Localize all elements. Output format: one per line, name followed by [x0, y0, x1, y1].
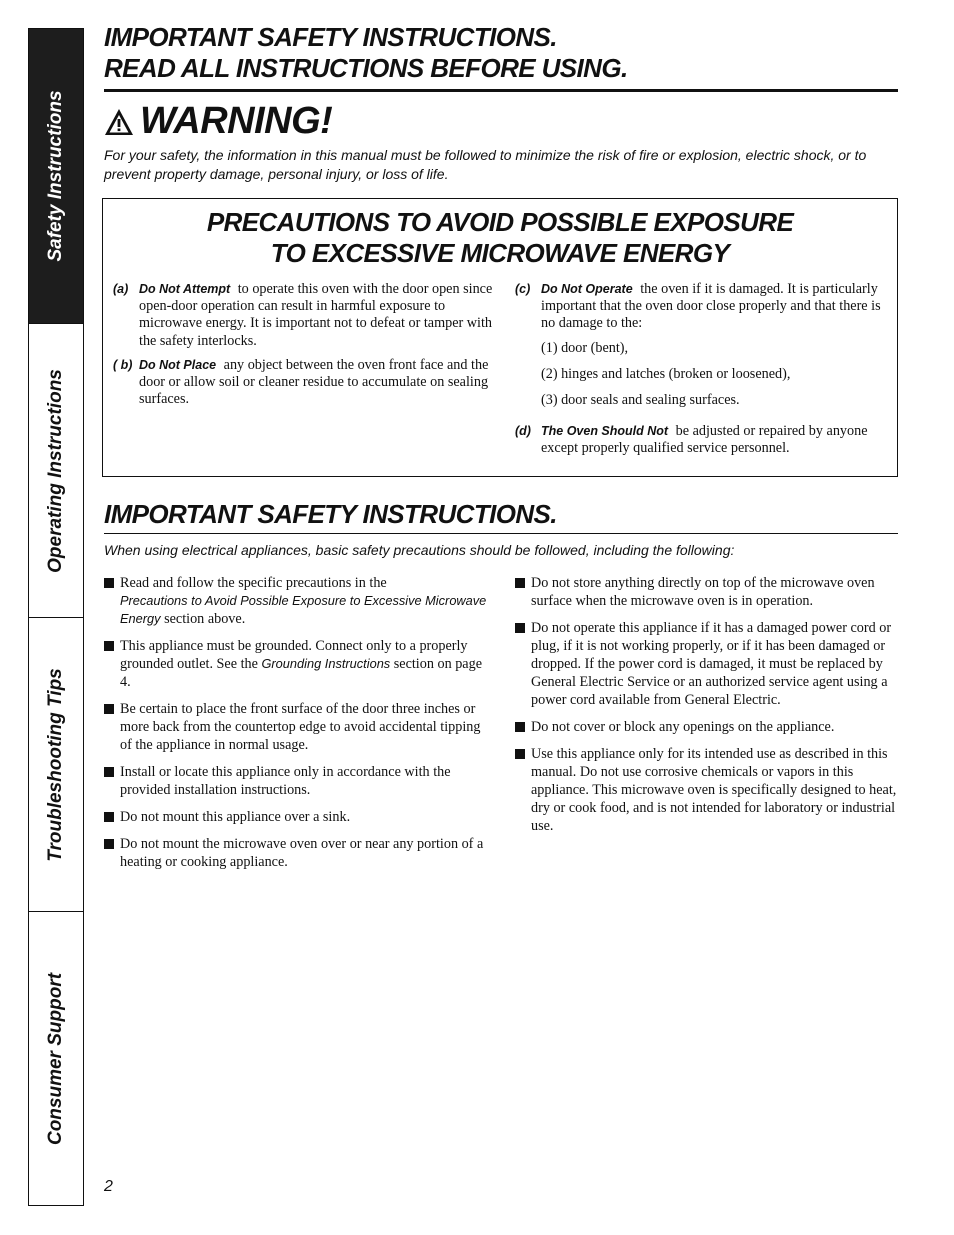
tab-troubleshooting-tips-label: Troubleshooting Tips [45, 667, 66, 862]
list-item-text: This appliance must be grounded. Connect only to a properly grounded outlet. See the [120, 638, 468, 672]
side-tab-bar [28, 28, 84, 1206]
bullet-square-icon [104, 578, 114, 588]
tab-troubleshooting-tips[interactable] [29, 618, 83, 912]
damage-subitem: (2) hinges and latches (broken or loosened), [541, 365, 791, 382]
precaution-letter: (d) [515, 424, 531, 439]
safety-section-title: IMPORTANT SAFETY INSTRUCTIONS. [104, 499, 557, 529]
bullet-square-icon [104, 767, 114, 777]
tab-consumer-support-label: Consumer Support [45, 972, 66, 1145]
page-number: 2 [104, 1178, 113, 1195]
precaution-item-b [113, 357, 493, 409]
precaution-item-d [515, 423, 887, 457]
list-item-text: Use this appliance only for its intended use as described in this manual. Do not use corrosive chemicals or vapors in this appliance. This microwave oven is specifically designed to heat, dry or cook food, and is not intended for laboratory or industrial use. [531, 746, 897, 834]
list-item-text: section on page 4. [120, 656, 482, 690]
bullet-square-icon [104, 704, 114, 714]
damage-sublist [515, 340, 887, 410]
precaution-text: any object between the oven front face and the door or allow soil or cleaner residue to accumulate on sealing surfaces. [139, 356, 489, 408]
list-item [104, 574, 488, 628]
list-item-italic-reference: Precautions to Avoid Possible Exposure to Excessive Microwave Energy [120, 593, 487, 626]
precautions-title-line-1: PRECAUTIONS TO AVOID POSSIBLE EXPOSURE [206, 207, 794, 237]
list-item-text: section above. [164, 611, 246, 627]
bullet-square-icon [515, 722, 525, 732]
list-item [104, 763, 488, 799]
bullet-square-icon [104, 839, 114, 849]
tab-safety-instructions-label: Safety Instructions [45, 90, 66, 262]
precautions-left-column [113, 281, 493, 415]
list-item [104, 700, 488, 754]
damage-subitem: (3) door seals and sealing surfaces. [541, 392, 740, 409]
precaution-keyword: Do Not Attempt [139, 282, 231, 296]
precaution-item-a [113, 281, 493, 350]
tab-consumer-support[interactable] [29, 912, 83, 1205]
bullet-square-icon [515, 749, 525, 759]
safety-section-intro: When using electrical appliances, basic safety precautions should be followed, including the following: [104, 542, 735, 558]
list-item [104, 835, 488, 871]
warning-triangle-icon [104, 107, 134, 137]
header-line-1: IMPORTANT SAFETY INSTRUCTIONS. [104, 22, 557, 52]
list-item-text: Do not cover or block any openings on the appliance. [531, 719, 835, 735]
precaution-letter: (a) [113, 282, 129, 296]
page-header [104, 22, 898, 84]
list-item-text: Be certain to place the front surface of the door three inches or more back from the countertop edge to avoid accidental tipping of the appliance in normal usage. [120, 701, 481, 753]
precautions-title-line-2: TO EXCESSIVE MICROWAVE ENERGY [270, 238, 730, 268]
precaution-letter: ( b) [113, 357, 133, 372]
tab-operating-instructions[interactable] [29, 324, 83, 618]
list-item [515, 574, 899, 610]
list-item [104, 808, 488, 826]
header-line-2: READ ALL INSTRUCTIONS BEFORE USING. [104, 53, 628, 83]
bullet-square-icon [104, 641, 114, 651]
list-item [515, 745, 899, 835]
safety-section-divider [104, 533, 898, 534]
list-item [515, 619, 899, 709]
precaution-keyword: Do Not Operate [541, 282, 633, 296]
damage-subitem: (1) door (bent), [541, 339, 629, 356]
safety-right-column [515, 574, 899, 844]
bullet-square-icon [515, 623, 525, 633]
list-item-italic-reference: Grounding Instructions [261, 656, 391, 671]
list-item-text: Do not operate this appliance if it has a damaged power cord or plug, if it is not working properly, or if it has been damaged or dropped. If the power cord is damaged, it must be replaced by General Electric Service or an authorized service agent using a power cord available from General Electric. [531, 620, 892, 708]
list-item-text: Do not mount this appliance over a sink. [120, 809, 351, 825]
header-divider [104, 89, 898, 92]
precaution-text: the oven if it is damaged. It is particularly important that the oven door close properly and that there is no damage to the: [541, 281, 881, 332]
warning-title: WARNING! [140, 100, 333, 142]
precaution-letter: (c) [515, 282, 531, 296]
tab-safety-instructions[interactable] [29, 29, 83, 324]
precautions-title [103, 207, 897, 269]
safety-left-column [104, 574, 488, 880]
precaution-keyword: The Oven Should Not [541, 424, 669, 439]
bullet-square-icon [515, 578, 525, 588]
warning-heading [104, 100, 332, 143]
warning-text: For your safety, the information in this manual must be followed to minimize the risk of fire or explosion, electric shock, or to prevent property damage, personal injury, or loss of life. [104, 147, 867, 182]
list-item [515, 718, 899, 736]
precaution-item-c [515, 281, 887, 333]
precaution-text: be adjusted or repaired by anyone except properly qualified service personnel. [541, 423, 868, 457]
precaution-keyword: Do Not Place [139, 357, 217, 372]
tab-operating-instructions-label: Operating Instructions [45, 368, 66, 573]
bullet-square-icon [104, 812, 114, 822]
precautions-right-column [515, 281, 887, 465]
list-item-text: Read and follow the specific precautions in the [120, 575, 387, 591]
precautions-box [102, 198, 898, 477]
precaution-text: to operate this oven with the door open since open-door operation can result in harmful exposure to microwave energy. It is important not to defeat or tamper with the safety interlocks. [139, 281, 493, 349]
list-item-text: Do not store anything directly on top of the microwave oven surface when the microwave oven is in operation. [531, 575, 875, 609]
list-item [104, 637, 488, 691]
list-item-text: Do not mount the microwave oven over or near any portion of a heating or cooking appliance. [120, 836, 484, 870]
list-item-text: Install or locate this appliance only in accordance with the provided installation instructions. [120, 764, 451, 798]
